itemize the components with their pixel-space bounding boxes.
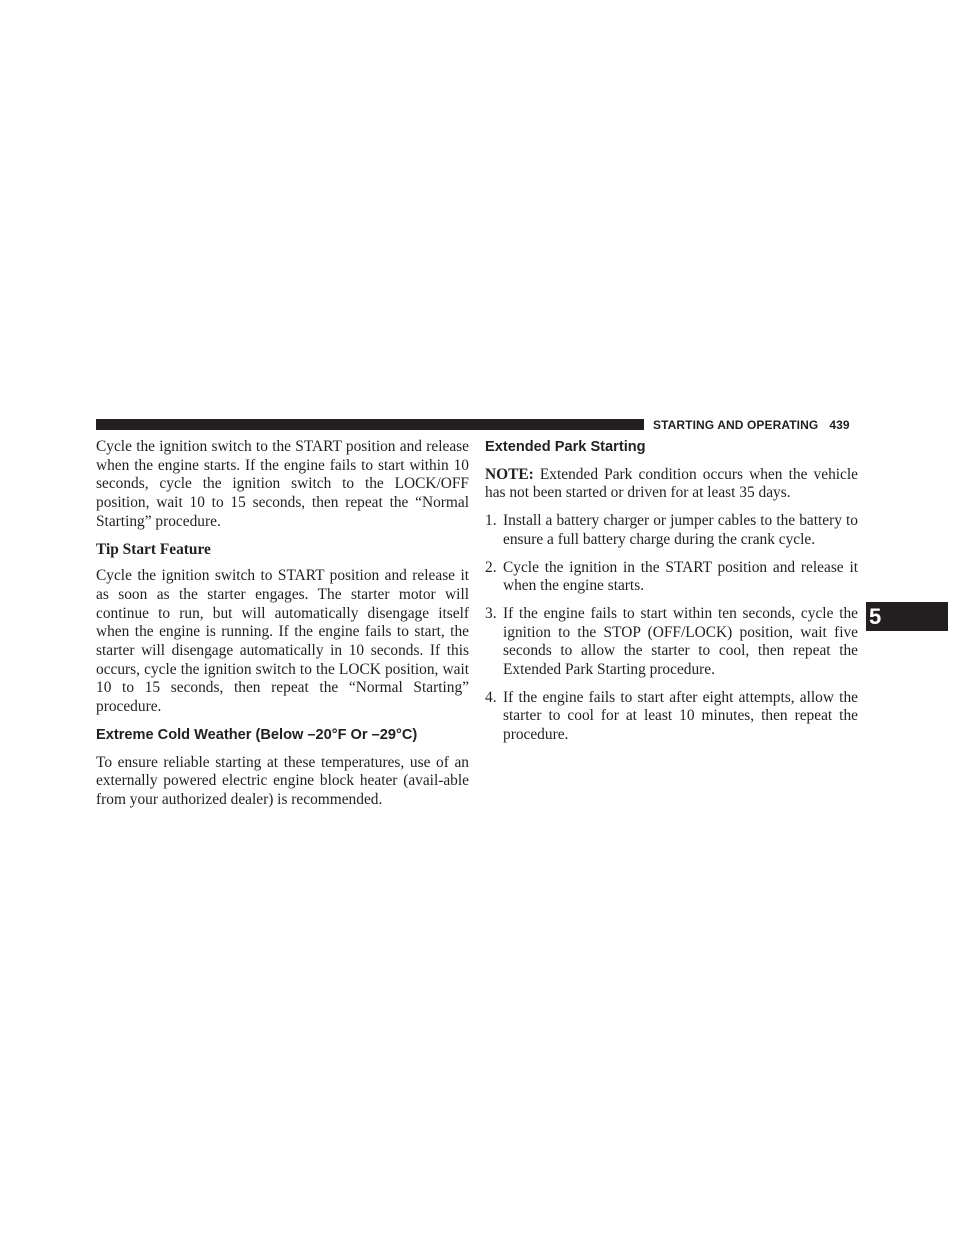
- list-item: [485, 559, 858, 596]
- right-column: [485, 438, 858, 745]
- page-number: 439: [829, 418, 850, 432]
- chapter-tab: 5: [866, 602, 948, 631]
- list-item: [485, 512, 858, 549]
- left-column: [96, 438, 469, 810]
- step-number: 3.: [485, 604, 497, 622]
- step-number: 1.: [485, 512, 497, 530]
- section-title: STARTING AND OPERATING: [653, 418, 819, 432]
- steps-list: [485, 512, 858, 745]
- intro-paragraph: Cycle the ignition switch to the START position and release when the engine starts. If the engine fails to start within 10 seconds, cycle the ignition switch to the LOCK/OFF position, wait 10 to 15 seconds, then repeat the “Normal Starting” procedure.: [96, 438, 469, 530]
- tip-start-paragraph: Cycle the ignition switch to START position and release it as soon as the starter engages. The starter motor will continue to run, but will automatically disengage itself when the engine is running. If the engine fails to start, the starter will disengage automatically in 10 seconds. If this occurs, cycle the ignition switch to the LOCK position, wait 10 to 15 seconds, then repeat the “Normal Starting” procedure.: [96, 567, 469, 716]
- tip-start-heading: Tip Start Feature: [96, 540, 211, 558]
- extreme-cold-heading: Extreme Cold Weather (Below –20°F Or –29°C): [96, 726, 418, 743]
- list-item: [485, 689, 858, 745]
- note-label: NOTE:: [485, 465, 534, 483]
- step-text: If the engine fails to start within ten seconds, cycle the ignition to the STOP (OFF/LOCK) position, wait five seconds to allow the starter to cool, then repeat the Extended Park Starting procedure.: [503, 604, 858, 679]
- step-number: 4.: [485, 688, 497, 706]
- note-text: Extended Park condition occurs when the vehicle has not been started or driven for at least 35 days.: [485, 465, 858, 502]
- step-number: 2.: [485, 558, 497, 576]
- note-paragraph: [485, 466, 858, 503]
- running-header: [653, 418, 850, 432]
- extended-park-heading: Extended Park Starting: [485, 439, 646, 455]
- header-rule: [96, 419, 644, 430]
- step-text: Install a battery charger or jumper cables to the battery to ensure a full battery charge during the crank cycle.: [503, 512, 858, 548]
- extreme-cold-paragraph: To ensure reliable starting at these temperatures, use of an externally powered electric engine block heater (avail-able from your authorized dealer) is recommended.: [96, 753, 469, 808]
- step-text: If the engine fails to start after eight attempts, allow the starter to cool for at least 10 minutes, then repeat the procedure.: [503, 688, 858, 744]
- list-item: [485, 605, 858, 680]
- step-text: Cycle the ignition in the START position and release it when the engine starts.: [503, 558, 858, 595]
